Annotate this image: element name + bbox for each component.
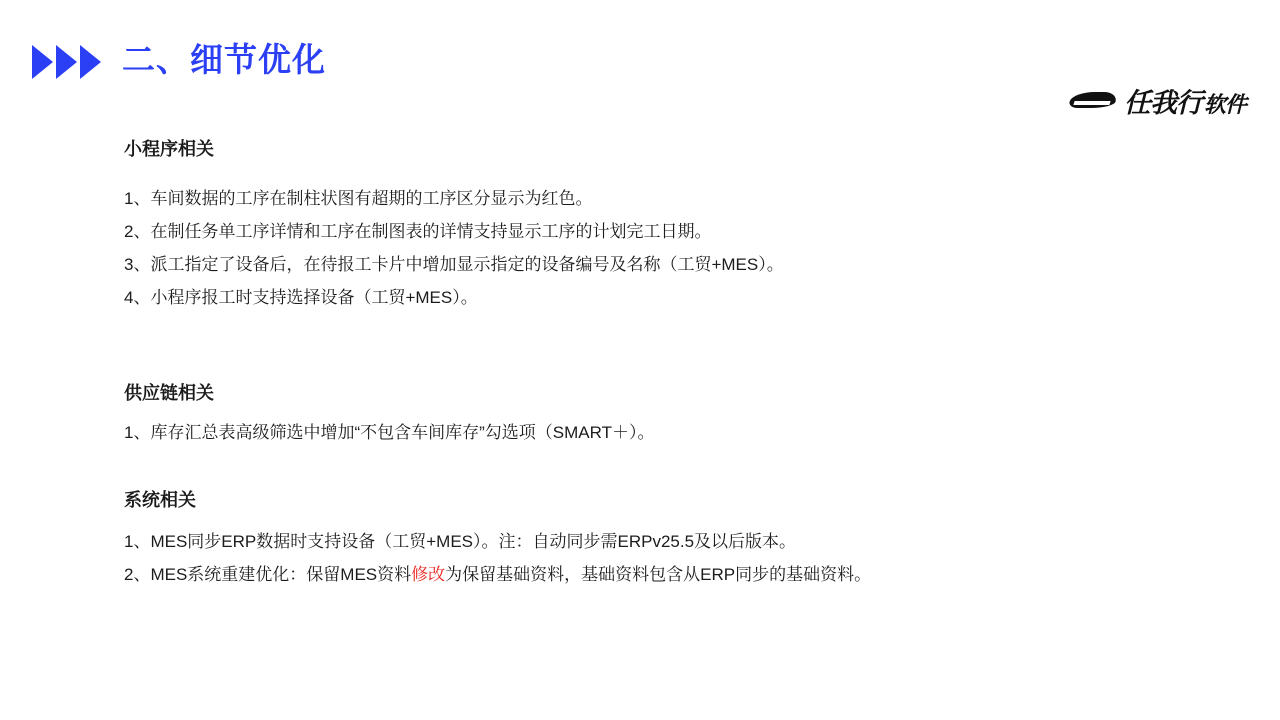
list-item: 1、MES同步ERP数据时支持设备（工贸+MES）。注：自动同步需ERPv25.5及以后版本。 bbox=[124, 532, 797, 551]
bullet-list bbox=[124, 525, 1214, 591]
section-heading: 小程序相关 bbox=[124, 139, 214, 159]
slide-content bbox=[124, 136, 1214, 591]
list-item: 2、在制任务单工序详情和工序在制图表的详情支持显示工序的计划完工日期。 bbox=[124, 222, 712, 241]
list-item: 1、车间数据的工序在制柱状图有超期的工序区分显示为红色。 bbox=[124, 189, 593, 208]
list-item-highlight: 修改 bbox=[411, 565, 446, 584]
bullet-list bbox=[124, 182, 1214, 314]
section-heading: 供应链相关 bbox=[124, 383, 214, 403]
slide-header bbox=[0, 38, 1280, 118]
list-item-rich bbox=[124, 558, 1214, 591]
logo-brand-suffix: 软件 bbox=[1203, 91, 1246, 117]
logo-text bbox=[1124, 81, 1246, 120]
section-heading: 系统相关 bbox=[124, 490, 196, 510]
list-item: 4、小程序报工时支持选择设备（工贸+MES）。 bbox=[124, 288, 478, 307]
section-system bbox=[124, 487, 1214, 591]
list-item: 3、派工指定了设备后，在待报工卡片中增加显示指定的设备编号及名称（工贸+MES）。 bbox=[124, 255, 784, 274]
page-title: 二、细节优化 bbox=[122, 41, 326, 78]
section-miniprogram bbox=[124, 136, 1214, 314]
list-item: 1、库存汇总表高级筛选中增加“不包含车间库存”勾选项（SMART＋）。 bbox=[124, 423, 655, 442]
list-item-suffix: 为保留基础资料，基础资料包含从ERP同步的基础资料。 bbox=[445, 565, 872, 584]
bullet-list bbox=[124, 416, 1214, 449]
section-supplychain bbox=[124, 380, 1214, 449]
title-wrap bbox=[32, 38, 326, 82]
logo-brand-name: 任我行 bbox=[1123, 87, 1202, 118]
speed-swoosh-icon bbox=[1070, 90, 1116, 110]
company-logo bbox=[1070, 80, 1246, 120]
triple-arrow-icon bbox=[32, 45, 104, 79]
list-item-prefix: 2、MES系统重建优化：保留MES资料 bbox=[124, 565, 412, 584]
